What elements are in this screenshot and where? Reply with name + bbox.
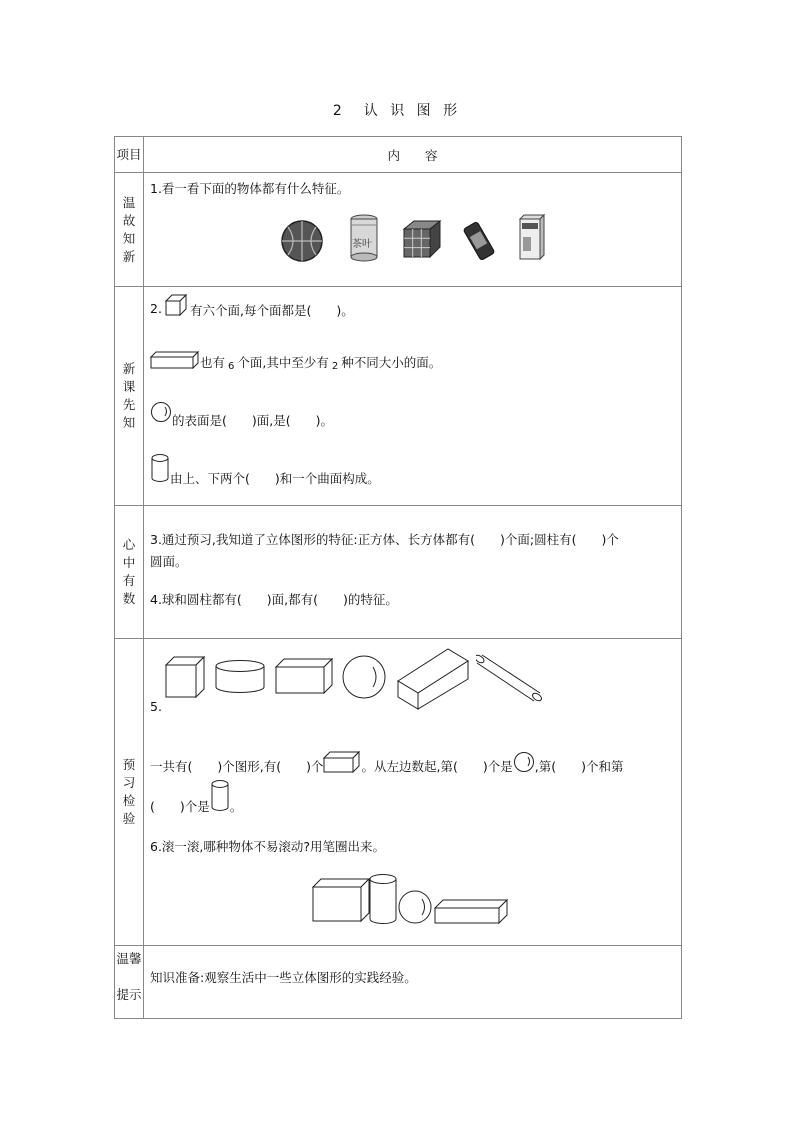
sphere-icon xyxy=(513,751,535,773)
shapes-row-sphere xyxy=(342,653,390,701)
section-preview xyxy=(115,287,682,506)
q6-flat-cuboid xyxy=(435,900,507,923)
sphere-icon xyxy=(150,401,172,423)
question-5-line-1: 一共有( )个图形,有( )个 。从左边数起,第( )个是 ,第( )个和第 xyxy=(150,751,623,775)
question-2-line-a: 有六个面,每个面都是( )。 xyxy=(190,303,354,318)
page-title: 2 认 识 图 形 xyxy=(332,103,462,119)
question-2-line-b: 也有 6 个面,其中至少有 2 种不同大小的面。 xyxy=(200,355,442,372)
question-1: 1.看一看下面的物体都有什么特征。 xyxy=(150,181,350,196)
header-content-label: 内 容 xyxy=(144,137,682,173)
section-understanding xyxy=(115,506,682,639)
question-3-line-1: 3.通过预习,我知道了立体图形的特征:正方体、长方体都有( )个面;圆柱有( )个 xyxy=(150,532,619,547)
q6-sphere xyxy=(399,891,431,923)
section-preview-content xyxy=(144,287,682,506)
cube-icon xyxy=(164,293,188,317)
q6-cylinder xyxy=(370,875,396,924)
question-2-line-c: 的表面是( )面,是( )。 xyxy=(172,413,333,428)
section-understanding-content xyxy=(144,506,682,639)
tea-can-label: 茶叶 xyxy=(352,239,372,250)
section-review-content xyxy=(144,173,682,287)
soda-can-picture xyxy=(462,221,496,261)
worksheet-table xyxy=(114,136,682,1019)
question-2-number: 2. xyxy=(150,301,162,316)
shapes-row-rod-cylinder xyxy=(476,651,550,707)
section-check-content xyxy=(144,639,682,946)
question-6: 6.滚一滚,哪种物体不易滚动?用笔圈出来。 xyxy=(150,839,386,854)
question-5-number: 5. xyxy=(150,699,162,714)
shapes-row-long-cuboid xyxy=(396,647,472,711)
question-5-line-2: ( )个是 。 xyxy=(150,779,242,815)
header-row xyxy=(115,137,682,173)
tips-text: 知识准备:观察生活中一些立体图形的实践经验。 xyxy=(150,970,417,985)
section-review-label: 温 故 知 新 xyxy=(115,173,144,287)
cylinder-icon xyxy=(210,779,230,813)
question-2-line-d: 由上、下两个( )和一个曲面构成。 xyxy=(170,471,380,486)
header-item-label: 项目 xyxy=(115,137,144,173)
section-tips xyxy=(115,946,682,1019)
section-tips-content xyxy=(144,946,682,1019)
milk-carton-picture xyxy=(516,213,546,263)
question-3-line-2: 圆面。 xyxy=(150,554,188,569)
section-tips-label: 温馨 提示 xyxy=(115,946,144,1019)
cylinder-icon xyxy=(150,453,170,483)
basketball-picture xyxy=(280,219,324,263)
section-check xyxy=(115,639,682,946)
section-preview-label: 新 课 先 知 xyxy=(115,287,144,506)
cuboid-icon xyxy=(323,751,361,773)
shapes-row-cuboid xyxy=(274,657,336,697)
rubiks-cube-picture xyxy=(400,217,444,261)
section-review xyxy=(115,173,682,287)
question-4: 4.球和圆柱都有( )面,都有( )的特征。 xyxy=(150,592,398,607)
question-6-shapes xyxy=(312,871,512,927)
cuboid-icon xyxy=(150,351,200,369)
section-understanding-label: 心 中 有 数 xyxy=(115,506,144,639)
shapes-row-short-cylinder xyxy=(214,659,268,699)
section-check-label: 预 习 检 验 xyxy=(115,639,144,946)
q6-cuboid xyxy=(313,879,369,921)
